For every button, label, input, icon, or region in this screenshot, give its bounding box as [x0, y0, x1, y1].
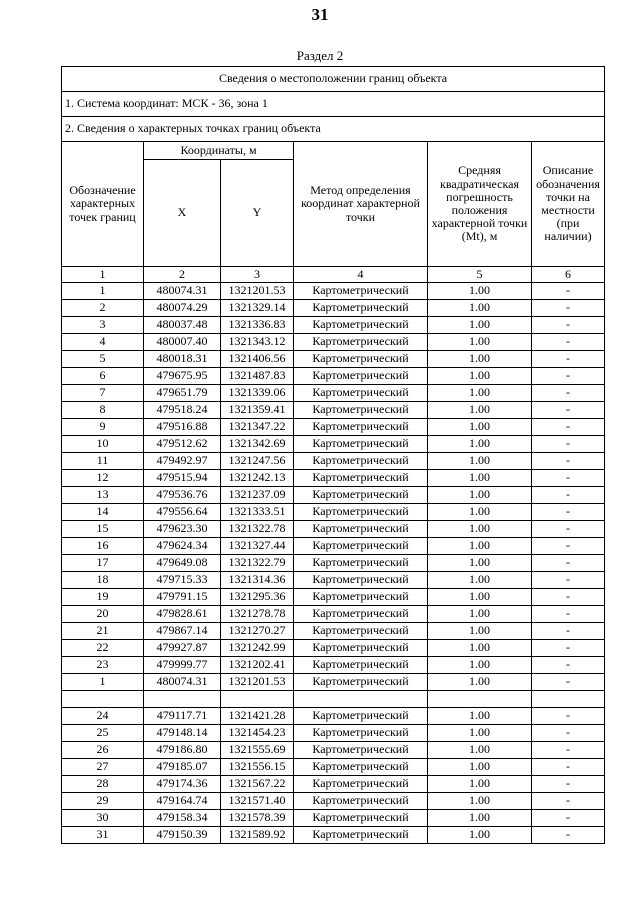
table-row [62, 810, 605, 827]
point-id-cell: 4 [62, 334, 144, 351]
description-cell: - [532, 317, 605, 334]
method-cell: Картометрический [294, 521, 428, 538]
x-coordinate-cell: 479117.71 [144, 708, 221, 725]
description-cell: - [532, 640, 605, 657]
table-row [62, 368, 605, 385]
accuracy-cell: 1.00 [428, 504, 532, 521]
method-cell: Картометрический [294, 453, 428, 470]
table-row [62, 640, 605, 657]
accuracy-cell: 1.00 [428, 572, 532, 589]
accuracy-cell: 1.00 [428, 674, 532, 691]
table-row [62, 742, 605, 759]
accuracy-cell: 1.00 [428, 487, 532, 504]
description-cell: - [532, 606, 605, 623]
x-coordinate-cell: 480074.29 [144, 300, 221, 317]
table-row [62, 504, 605, 521]
description-cell: - [532, 793, 605, 810]
x-coordinate-cell: 479715.33 [144, 572, 221, 589]
method-cell: Картометрический [294, 504, 428, 521]
table-row [62, 776, 605, 793]
header-description: Описание обозначения точки на местности (при наличии) [532, 142, 605, 267]
y-coordinate-cell: 1321339.06 [221, 385, 294, 402]
method-cell: Картометрический [294, 334, 428, 351]
point-id-cell: 15 [62, 521, 144, 538]
accuracy-cell: 1.00 [428, 300, 532, 317]
table-row [62, 555, 605, 572]
x-coordinate-cell: 479828.61 [144, 606, 221, 623]
header-x: X [144, 160, 221, 267]
x-coordinate-cell: 479999.77 [144, 657, 221, 674]
x-coordinate-cell: 479516.88 [144, 419, 221, 436]
table-row [62, 487, 605, 504]
x-coordinate-cell: 479927.87 [144, 640, 221, 657]
method-cell: Картометрический [294, 606, 428, 623]
table-row [62, 759, 605, 776]
point-id-cell: 2 [62, 300, 144, 317]
table-row [62, 402, 605, 419]
method-cell: Картометрический [294, 827, 428, 844]
description-cell: - [532, 708, 605, 725]
column-number: 6 [532, 267, 605, 283]
points-heading: 2. Сведения о характерных точках границ объекта [62, 117, 605, 142]
accuracy-cell: 1.00 [428, 453, 532, 470]
point-id-cell: 16 [62, 538, 144, 555]
method-cell: Картометрический [294, 759, 428, 776]
point-id-cell: 29 [62, 793, 144, 810]
table-row [62, 725, 605, 742]
method-cell: Картометрический [294, 589, 428, 606]
y-coordinate-cell: 1321578.39 [221, 810, 294, 827]
method-cell: Картометрический [294, 487, 428, 504]
y-coordinate-cell: 1321343.12 [221, 334, 294, 351]
table-row [62, 317, 605, 334]
x-coordinate-cell: 479675.95 [144, 368, 221, 385]
method-cell: Картометрический [294, 725, 428, 742]
y-coordinate-cell: 1321247.56 [221, 453, 294, 470]
description-cell: - [532, 368, 605, 385]
description-cell: - [532, 300, 605, 317]
table-row [62, 708, 605, 725]
accuracy-cell: 1.00 [428, 793, 532, 810]
accuracy-cell: 1.00 [428, 827, 532, 844]
y-coordinate-cell: 1321201.53 [221, 283, 294, 300]
point-id-cell: 27 [62, 759, 144, 776]
y-coordinate-cell [221, 691, 294, 708]
x-coordinate-cell: 479791.15 [144, 589, 221, 606]
description-cell: - [532, 385, 605, 402]
y-coordinate-cell: 1321242.99 [221, 640, 294, 657]
description-cell: - [532, 538, 605, 555]
accuracy-cell: 1.00 [428, 640, 532, 657]
method-cell: Картометрический [294, 793, 428, 810]
description-cell: - [532, 283, 605, 300]
x-coordinate-cell: 480018.31 [144, 351, 221, 368]
table-row [62, 793, 605, 810]
point-id-cell [62, 691, 144, 708]
header-coordinates: Координаты, м [144, 142, 294, 160]
column-number: 4 [294, 267, 428, 283]
point-id-cell: 7 [62, 385, 144, 402]
y-coordinate-cell: 1321342.69 [221, 436, 294, 453]
accuracy-cell: 1.00 [428, 725, 532, 742]
x-coordinate-cell: 479624.34 [144, 538, 221, 555]
table-row [62, 419, 605, 436]
accuracy-cell: 1.00 [428, 419, 532, 436]
point-id-cell: 31 [62, 827, 144, 844]
method-cell: Картометрический [294, 810, 428, 827]
x-coordinate-cell: 479867.14 [144, 623, 221, 640]
method-cell: Картометрический [294, 470, 428, 487]
accuracy-cell: 1.00 [428, 385, 532, 402]
method-cell [294, 691, 428, 708]
point-id-cell: 22 [62, 640, 144, 657]
section-label: Раздел 2 [296, 48, 344, 63]
x-coordinate-cell: 479185.07 [144, 759, 221, 776]
point-id-cell: 10 [62, 436, 144, 453]
point-id-cell: 30 [62, 810, 144, 827]
point-id-cell: 14 [62, 504, 144, 521]
header-accuracy: Средняя квадратическая погрешность положения характерной точки (Mt), м [428, 142, 532, 267]
table-row [62, 453, 605, 470]
x-coordinate-cell: 479536.76 [144, 487, 221, 504]
method-cell: Картометрический [294, 572, 428, 589]
header-method: Метод определения координат характерной точки [294, 142, 428, 267]
accuracy-cell: 1.00 [428, 555, 532, 572]
y-coordinate-cell: 1321567.22 [221, 776, 294, 793]
accuracy-cell: 1.00 [428, 776, 532, 793]
header-y: Y [221, 160, 294, 267]
method-cell: Картометрический [294, 742, 428, 759]
table-row [62, 691, 605, 708]
y-coordinate-cell: 1321336.83 [221, 317, 294, 334]
y-coordinate-cell: 1321270.27 [221, 623, 294, 640]
table-row [62, 623, 605, 640]
x-coordinate-cell: 479556.64 [144, 504, 221, 521]
accuracy-cell: 1.00 [428, 351, 532, 368]
point-id-cell: 19 [62, 589, 144, 606]
description-cell: - [532, 742, 605, 759]
y-coordinate-cell: 1321571.40 [221, 793, 294, 810]
point-id-cell: 9 [62, 419, 144, 436]
accuracy-cell: 1.00 [428, 521, 532, 538]
point-id-cell: 21 [62, 623, 144, 640]
point-id-cell: 23 [62, 657, 144, 674]
table-row [62, 674, 605, 691]
method-cell: Картометрический [294, 776, 428, 793]
point-id-cell: 20 [62, 606, 144, 623]
point-id-cell: 26 [62, 742, 144, 759]
description-cell: - [532, 674, 605, 691]
point-id-cell: 6 [62, 368, 144, 385]
description-cell: - [532, 572, 605, 589]
accuracy-cell: 1.00 [428, 334, 532, 351]
description-cell: - [532, 436, 605, 453]
description-cell: - [532, 555, 605, 572]
method-cell: Картометрический [294, 368, 428, 385]
method-cell: Картометрический [294, 640, 428, 657]
description-cell: - [532, 487, 605, 504]
y-coordinate-cell: 1321322.79 [221, 555, 294, 572]
description-cell: - [532, 402, 605, 419]
x-coordinate-cell: 479186.80 [144, 742, 221, 759]
table-row [62, 385, 605, 402]
point-id-cell: 25 [62, 725, 144, 742]
point-id-cell: 13 [62, 487, 144, 504]
table-row [62, 572, 605, 589]
description-cell: - [532, 334, 605, 351]
accuracy-cell: 1.00 [428, 759, 532, 776]
description-cell: - [532, 759, 605, 776]
x-coordinate-cell: 479518.24 [144, 402, 221, 419]
column-number: 1 [62, 267, 144, 283]
x-coordinate-cell [144, 691, 221, 708]
x-coordinate-cell: 480037.48 [144, 317, 221, 334]
x-coordinate-cell: 480074.31 [144, 283, 221, 300]
x-coordinate-cell: 479164.74 [144, 793, 221, 810]
point-id-cell: 24 [62, 708, 144, 725]
y-coordinate-cell: 1321556.15 [221, 759, 294, 776]
table-row [62, 538, 605, 555]
y-coordinate-cell: 1321589.92 [221, 827, 294, 844]
x-coordinate-cell: 479148.14 [144, 725, 221, 742]
y-coordinate-cell: 1321202.41 [221, 657, 294, 674]
y-coordinate-cell: 1321487.83 [221, 368, 294, 385]
method-cell: Картометрический [294, 623, 428, 640]
table-row [62, 657, 605, 674]
accuracy-cell: 1.00 [428, 742, 532, 759]
description-cell: - [532, 776, 605, 793]
accuracy-cell: 1.00 [428, 538, 532, 555]
table-row [62, 827, 605, 844]
method-cell: Картометрический [294, 283, 428, 300]
method-cell: Картометрический [294, 402, 428, 419]
description-cell: - [532, 827, 605, 844]
y-coordinate-cell: 1321406.56 [221, 351, 294, 368]
column-number: 3 [221, 267, 294, 283]
x-coordinate-cell: 479174.36 [144, 776, 221, 793]
column-number: 2 [144, 267, 221, 283]
y-coordinate-cell: 1321314.36 [221, 572, 294, 589]
x-coordinate-cell: 479649.08 [144, 555, 221, 572]
description-cell: - [532, 623, 605, 640]
accuracy-cell: 1.00 [428, 368, 532, 385]
accuracy-cell: 1.00 [428, 470, 532, 487]
table-row [62, 521, 605, 538]
y-coordinate-cell: 1321555.69 [221, 742, 294, 759]
point-id-cell: 18 [62, 572, 144, 589]
accuracy-cell [428, 691, 532, 708]
description-cell: - [532, 725, 605, 742]
header-point-label: Обозначение характерных точек границ [62, 142, 144, 267]
table-row [62, 470, 605, 487]
description-cell: - [532, 419, 605, 436]
method-cell: Картометрический [294, 351, 428, 368]
x-coordinate-cell: 479150.39 [144, 827, 221, 844]
y-coordinate-cell: 1321333.51 [221, 504, 294, 521]
table-row [62, 300, 605, 317]
y-coordinate-cell: 1321421.28 [221, 708, 294, 725]
description-cell: - [532, 521, 605, 538]
x-coordinate-cell: 479158.34 [144, 810, 221, 827]
x-coordinate-cell: 480074.31 [144, 674, 221, 691]
y-coordinate-cell: 1321237.09 [221, 487, 294, 504]
table-row [62, 589, 605, 606]
point-id-cell: 11 [62, 453, 144, 470]
method-cell: Картометрический [294, 317, 428, 334]
table-body [62, 283, 605, 844]
point-id-cell: 17 [62, 555, 144, 572]
x-coordinate-cell: 480007.40 [144, 334, 221, 351]
method-cell: Картометрический [294, 419, 428, 436]
description-cell: - [532, 351, 605, 368]
y-coordinate-cell: 1321295.36 [221, 589, 294, 606]
description-cell: - [532, 504, 605, 521]
accuracy-cell: 1.00 [428, 283, 532, 300]
accuracy-cell: 1.00 [428, 708, 532, 725]
y-coordinate-cell: 1321242.13 [221, 470, 294, 487]
table-row [62, 334, 605, 351]
boundary-points-table [61, 66, 605, 844]
table-row [62, 606, 605, 623]
y-coordinate-cell: 1321278.78 [221, 606, 294, 623]
x-coordinate-cell: 479512.62 [144, 436, 221, 453]
y-coordinate-cell: 1321454.23 [221, 725, 294, 742]
x-coordinate-cell: 479651.79 [144, 385, 221, 402]
page-number: 31 [311, 5, 329, 24]
coordinate-system: 1. Система координат: МСК - 36, зона 1 [62, 92, 605, 117]
description-cell: - [532, 453, 605, 470]
point-id-cell: 8 [62, 402, 144, 419]
y-coordinate-cell: 1321327.44 [221, 538, 294, 555]
y-coordinate-cell: 1321359.41 [221, 402, 294, 419]
column-number: 5 [428, 267, 532, 283]
method-cell: Картометрический [294, 708, 428, 725]
accuracy-cell: 1.00 [428, 810, 532, 827]
table-row [62, 283, 605, 300]
accuracy-cell: 1.00 [428, 589, 532, 606]
description-cell: - [532, 657, 605, 674]
accuracy-cell: 1.00 [428, 436, 532, 453]
point-id-cell: 28 [62, 776, 144, 793]
description-cell: - [532, 810, 605, 827]
method-cell: Картометрический [294, 538, 428, 555]
method-cell: Картометрический [294, 436, 428, 453]
description-cell: - [532, 470, 605, 487]
x-coordinate-cell: 479515.94 [144, 470, 221, 487]
method-cell: Картометрический [294, 385, 428, 402]
x-coordinate-cell: 479623.30 [144, 521, 221, 538]
point-id-cell: 5 [62, 351, 144, 368]
x-coordinate-cell: 479492.97 [144, 453, 221, 470]
point-id-cell: 12 [62, 470, 144, 487]
y-coordinate-cell: 1321201.53 [221, 674, 294, 691]
method-cell: Картометрический [294, 300, 428, 317]
method-cell: Картометрический [294, 674, 428, 691]
accuracy-cell: 1.00 [428, 657, 532, 674]
y-coordinate-cell: 1321329.14 [221, 300, 294, 317]
y-coordinate-cell: 1321347.22 [221, 419, 294, 436]
method-cell: Картометрический [294, 555, 428, 572]
column-numbers-row [62, 267, 605, 283]
accuracy-cell: 1.00 [428, 606, 532, 623]
point-id-cell: 3 [62, 317, 144, 334]
y-coordinate-cell: 1321322.78 [221, 521, 294, 538]
description-cell [532, 691, 605, 708]
accuracy-cell: 1.00 [428, 402, 532, 419]
table-row [62, 351, 605, 368]
description-cell: - [532, 589, 605, 606]
point-id-cell: 1 [62, 674, 144, 691]
accuracy-cell: 1.00 [428, 317, 532, 334]
point-id-cell: 1 [62, 283, 144, 300]
method-cell: Картометрический [294, 657, 428, 674]
accuracy-cell: 1.00 [428, 623, 532, 640]
table-row [62, 436, 605, 453]
table-title: Сведения о местоположении границ объекта [62, 67, 605, 92]
